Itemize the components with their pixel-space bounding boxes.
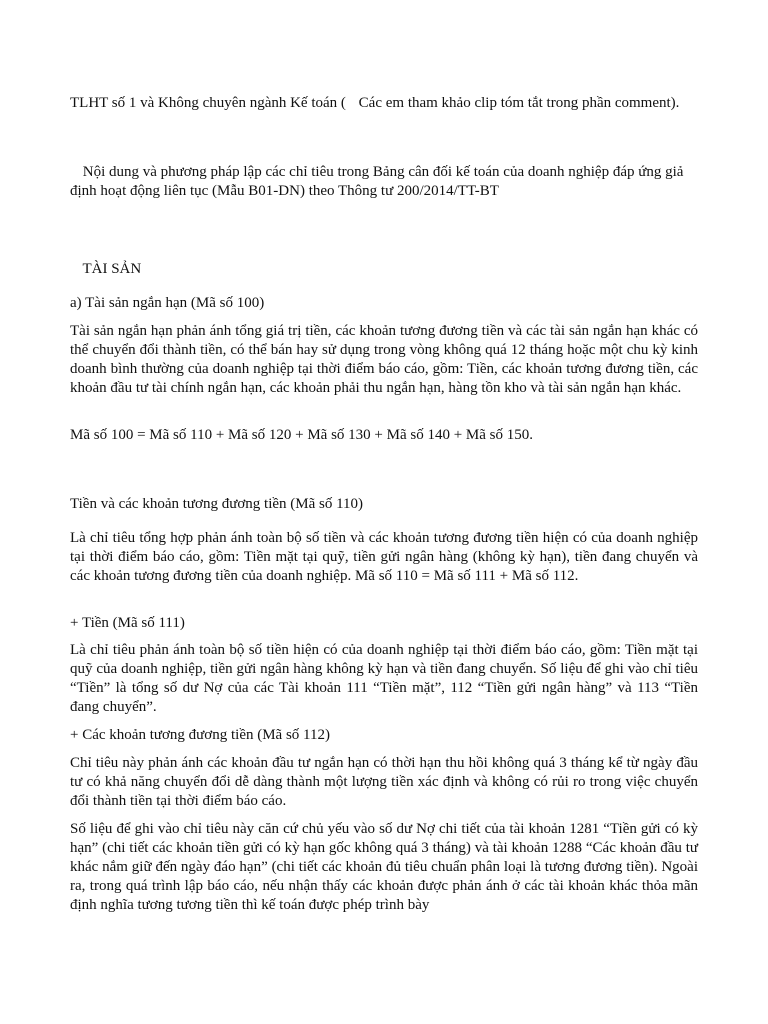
current-assets-formula: Mã số 100 = Mã số 110 + Mã số 120 + Mã số 130 + Mã số 140 + Mã số 150.	[70, 427, 533, 443]
section-assets-title: TÀI SẢN	[79, 261, 142, 277]
intro-text-rest: Các em tham khảo clip tóm tắt trong phần comment).	[354, 95, 680, 111]
cash-equivalents-title: + Các khoản tương đương tiền (Mã số 112)	[70, 727, 330, 743]
main-heading	[70, 163, 698, 201]
intro-paragraph	[70, 94, 698, 113]
intro-text: TLHT số 1 và Không chuyên ngành Kế toán (	[70, 95, 346, 111]
cash-section-title: Tiền và các khoản tương đương tiền (Mã số 110)	[70, 496, 364, 512]
cash-item-title: + Tiền (Mã số 111)	[70, 615, 185, 631]
section-assets-heading	[70, 260, 698, 279]
current-assets-description: Tài sản ngắn hạn phản ánh tổng giá trị tiền, các khoản tương đương tiền và các tài sản ngắn hạn khác có thể chuyển đổi thành tiền, có thể bán hay sử dụng trong vòng không quá 12 tháng hoặc một chu kỳ kinh doanh bình thường của doanh nghiệp tại thời điểm báo cáo, gồm: Tiền, các khoản tương đương tiền, các khoản đầu tư tài chính ngắn hạn, các khoản phải thu ngắn hạn, hàng tồn kho và tài sản ngắn hạn khác.	[70, 323, 698, 396]
cash-item-description: Là chỉ tiêu phản ánh toàn bộ số tiền hiện có của doanh nghiệp tại thời điểm báo cáo, gồm: Tiền mặt tại quỹ của doanh nghiệp, tiền gửi ngân hàng không kỳ hạn và tiền đang chuyển. Số liệu để ghi vào chỉ tiêu “Tiền” là tổng số dư Nợ của các Tài khoản 111 “Tiền mặt”, 112 “Tiền gửi ngân hàng” và 113 “Tiền đang chuyển”.	[70, 642, 698, 715]
current-assets-title: a) Tài sản ngắn hạn (Mã số 100)	[70, 295, 265, 311]
cash-equivalents-data-source: Số liệu để ghi vào chỉ tiêu này căn cứ chủ yếu vào số dư Nợ chi tiết của tài khoản 1281 “Tiền gửi có kỳ hạn” (chi tiết các khoản tiền gửi có kỳ hạn gốc không quá 3 tháng) và tài khoản 1288 “Các khoản đầu tư khác nắm giữ đến ngày đáo hạn” (chi tiết các khoản đủ tiêu chuẩn phân loại là tương đương tiền). Ngoài ra, trong quá trình lập báo cáo, nếu nhận thấy các khoản được phản ánh ở các tài khoản khác thỏa mãn định nghĩa tương tương tiền thì kế toán được phép trình bày	[70, 821, 698, 913]
main-heading-text: Nội dung và phương pháp lập các chỉ tiêu trong Bảng cân đối kế toán của doanh nghiệp đáp ứng giả định hoạt động liên tục (Mẫu B01-DN) theo Thông tư 200/2014/TT-BT	[70, 164, 684, 199]
cash-equivalents-description: Chỉ tiêu này phản ánh các khoản đầu tư ngắn hạn có thời hạn thu hồi không quá 3 tháng kể từ ngày đầu tư có khả năng chuyển đổi dễ dàng thành một lượng tiền xác định và không có rủi ro trong việc chuyển đổi thành tiền tại thời điểm báo cáo.	[70, 755, 698, 809]
cash-section-description: Là chỉ tiêu tổng hợp phản ánh toàn bộ số tiền và các khoản tương đương tiền hiện có của doanh nghiệp tại thời điểm báo cáo, gồm: Tiền mặt tại quỹ, tiền gửi ngân hàng (không kỳ hạn), tiền đang chuyển và các khoản tương đương tiền của doanh nghiệp. Mã số 110 = Mã số 111 + Mã số 112.	[70, 530, 698, 584]
